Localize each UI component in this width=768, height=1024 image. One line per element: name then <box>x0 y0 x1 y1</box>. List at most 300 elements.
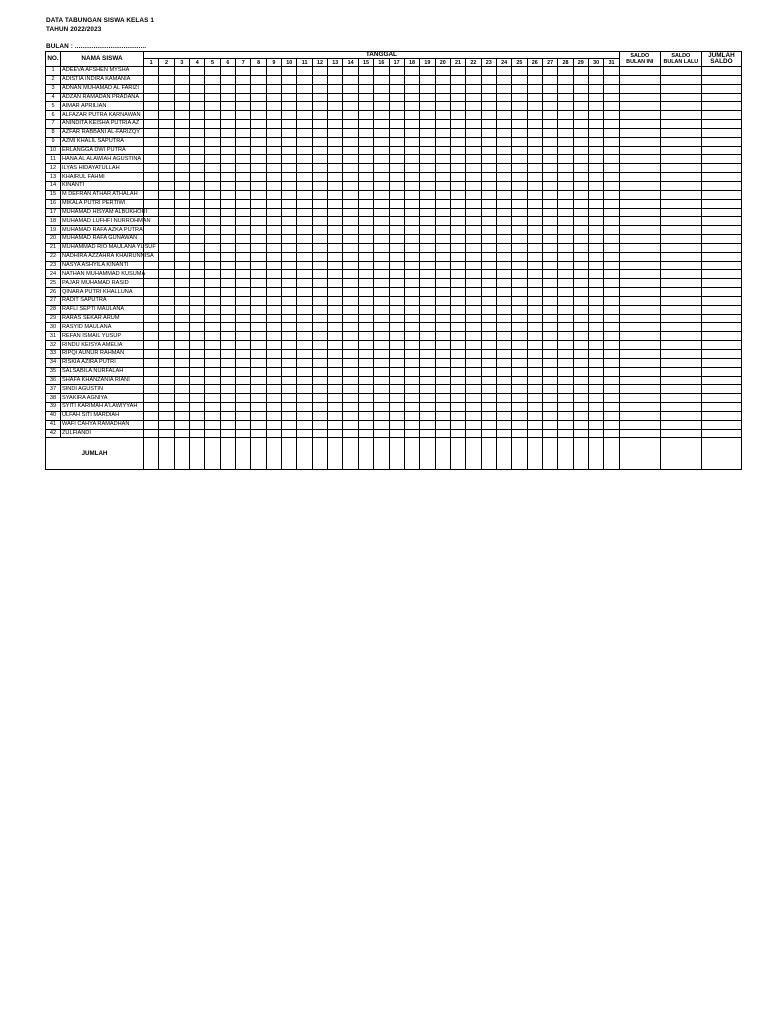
deposit-cell[interactable] <box>466 323 481 332</box>
deposit-cell[interactable] <box>144 190 159 199</box>
deposit-cell[interactable] <box>159 394 174 403</box>
deposit-cell[interactable] <box>588 385 603 394</box>
deposit-cell[interactable] <box>512 199 527 208</box>
deposit-cell[interactable] <box>358 217 373 226</box>
deposit-cell[interactable] <box>266 137 281 146</box>
deposit-cell[interactable] <box>144 226 159 235</box>
deposit-cell[interactable] <box>542 350 557 359</box>
deposit-cell[interactable] <box>404 75 419 84</box>
deposit-cell[interactable] <box>558 199 573 208</box>
deposit-cell[interactable] <box>312 252 327 261</box>
deposit-cell[interactable] <box>190 75 205 84</box>
deposit-cell[interactable] <box>573 226 588 235</box>
deposit-cell[interactable] <box>573 252 588 261</box>
deposit-cell[interactable] <box>266 411 281 420</box>
deposit-cell[interactable] <box>174 93 189 102</box>
deposit-cell[interactable] <box>343 93 358 102</box>
deposit-cell[interactable] <box>573 376 588 385</box>
deposit-cell[interactable] <box>435 181 450 190</box>
deposit-cell[interactable] <box>404 270 419 279</box>
deposit-cell[interactable] <box>220 93 235 102</box>
deposit-cell[interactable] <box>558 261 573 270</box>
deposit-cell[interactable] <box>236 199 251 208</box>
deposit-cell[interactable] <box>435 75 450 84</box>
deposit-cell[interactable] <box>527 111 542 120</box>
deposit-cell[interactable] <box>542 314 557 323</box>
deposit-cell[interactable] <box>496 341 511 350</box>
deposit-cell[interactable] <box>374 403 389 412</box>
deposit-cell[interactable] <box>466 314 481 323</box>
deposit-cell[interactable] <box>328 137 343 146</box>
deposit-cell[interactable] <box>389 411 404 420</box>
deposit-cell[interactable] <box>328 305 343 314</box>
deposit-cell[interactable] <box>220 199 235 208</box>
deposit-cell[interactable] <box>481 226 496 235</box>
deposit-cell[interactable] <box>389 252 404 261</box>
deposit-cell[interactable] <box>450 93 465 102</box>
deposit-cell[interactable] <box>312 226 327 235</box>
deposit-cell[interactable] <box>159 376 174 385</box>
deposit-cell[interactable] <box>328 84 343 93</box>
jumlah-saldo-cell[interactable] <box>701 173 741 182</box>
deposit-cell[interactable] <box>266 261 281 270</box>
deposit-cell[interactable] <box>343 332 358 341</box>
deposit-cell[interactable] <box>328 403 343 412</box>
deposit-cell[interactable] <box>496 314 511 323</box>
deposit-cell[interactable] <box>220 305 235 314</box>
deposit-cell[interactable] <box>328 261 343 270</box>
deposit-cell[interactable] <box>496 403 511 412</box>
deposit-cell[interactable] <box>297 323 312 332</box>
deposit-cell[interactable] <box>542 155 557 164</box>
deposit-cell[interactable] <box>450 111 465 120</box>
deposit-cell[interactable] <box>542 305 557 314</box>
deposit-cell[interactable] <box>527 243 542 252</box>
deposit-cell[interactable] <box>466 367 481 376</box>
deposit-cell[interactable] <box>190 332 205 341</box>
deposit-cell[interactable] <box>435 93 450 102</box>
deposit-cell[interactable] <box>282 190 297 199</box>
deposit-cell[interactable] <box>512 394 527 403</box>
deposit-cell[interactable] <box>512 341 527 350</box>
deposit-cell[interactable] <box>220 102 235 111</box>
deposit-cell[interactable] <box>159 252 174 261</box>
deposit-cell[interactable] <box>312 288 327 297</box>
deposit-cell[interactable] <box>604 394 620 403</box>
deposit-cell[interactable] <box>312 75 327 84</box>
deposit-cell[interactable] <box>558 93 573 102</box>
deposit-cell[interactable] <box>159 84 174 93</box>
deposit-cell[interactable] <box>282 420 297 429</box>
deposit-cell[interactable] <box>558 235 573 244</box>
deposit-cell[interactable] <box>481 411 496 420</box>
deposit-cell[interactable] <box>174 252 189 261</box>
deposit-cell[interactable] <box>282 323 297 332</box>
saldo-bulan-lalu-cell[interactable] <box>660 394 701 403</box>
deposit-cell[interactable] <box>343 208 358 217</box>
deposit-cell[interactable] <box>466 137 481 146</box>
deposit-cell[interactable] <box>174 279 189 288</box>
deposit-cell[interactable] <box>527 376 542 385</box>
deposit-cell[interactable] <box>404 235 419 244</box>
deposit-cell[interactable] <box>328 279 343 288</box>
deposit-cell[interactable] <box>174 403 189 412</box>
deposit-cell[interactable] <box>604 376 620 385</box>
deposit-cell[interactable] <box>312 341 327 350</box>
deposit-cell[interactable] <box>205 367 220 376</box>
deposit-cell[interactable] <box>527 385 542 394</box>
deposit-cell[interactable] <box>343 279 358 288</box>
deposit-cell[interactable] <box>435 350 450 359</box>
jumlah-saldo-cell[interactable] <box>701 279 741 288</box>
deposit-cell[interactable] <box>266 376 281 385</box>
deposit-cell[interactable] <box>604 332 620 341</box>
deposit-cell[interactable] <box>236 403 251 412</box>
deposit-cell[interactable] <box>266 429 281 438</box>
deposit-cell[interactable] <box>374 261 389 270</box>
deposit-cell[interactable] <box>190 146 205 155</box>
deposit-cell[interactable] <box>466 155 481 164</box>
deposit-cell[interactable] <box>190 181 205 190</box>
deposit-cell[interactable] <box>542 75 557 84</box>
total-cell[interactable] <box>701 438 741 470</box>
deposit-cell[interactable] <box>328 235 343 244</box>
deposit-cell[interactable] <box>205 252 220 261</box>
jumlah-saldo-cell[interactable] <box>701 155 741 164</box>
deposit-cell[interactable] <box>512 217 527 226</box>
deposit-cell[interactable] <box>174 367 189 376</box>
deposit-cell[interactable] <box>389 164 404 173</box>
deposit-cell[interactable] <box>343 235 358 244</box>
deposit-cell[interactable] <box>573 120 588 129</box>
saldo-bulan-ini-cell[interactable] <box>619 288 660 297</box>
deposit-cell[interactable] <box>358 350 373 359</box>
deposit-cell[interactable] <box>251 367 266 376</box>
deposit-cell[interactable] <box>205 261 220 270</box>
deposit-cell[interactable] <box>374 75 389 84</box>
deposit-cell[interactable] <box>174 420 189 429</box>
deposit-cell[interactable] <box>297 279 312 288</box>
deposit-cell[interactable] <box>236 235 251 244</box>
jumlah-saldo-cell[interactable] <box>701 217 741 226</box>
total-cell[interactable] <box>389 438 404 470</box>
deposit-cell[interactable] <box>282 181 297 190</box>
deposit-cell[interactable] <box>174 75 189 84</box>
deposit-cell[interactable] <box>159 111 174 120</box>
deposit-cell[interactable] <box>542 164 557 173</box>
deposit-cell[interactable] <box>297 332 312 341</box>
deposit-cell[interactable] <box>558 420 573 429</box>
deposit-cell[interactable] <box>558 332 573 341</box>
deposit-cell[interactable] <box>496 305 511 314</box>
deposit-cell[interactable] <box>144 394 159 403</box>
deposit-cell[interactable] <box>159 120 174 129</box>
deposit-cell[interactable] <box>527 341 542 350</box>
deposit-cell[interactable] <box>358 199 373 208</box>
saldo-bulan-lalu-cell[interactable] <box>660 199 701 208</box>
deposit-cell[interactable] <box>236 341 251 350</box>
deposit-cell[interactable] <box>297 358 312 367</box>
deposit-cell[interactable] <box>174 67 189 76</box>
deposit-cell[interactable] <box>450 243 465 252</box>
deposit-cell[interactable] <box>328 67 343 76</box>
deposit-cell[interactable] <box>588 305 603 314</box>
deposit-cell[interactable] <box>343 394 358 403</box>
deposit-cell[interactable] <box>312 137 327 146</box>
saldo-bulan-ini-cell[interactable] <box>619 323 660 332</box>
deposit-cell[interactable] <box>389 181 404 190</box>
deposit-cell[interactable] <box>282 385 297 394</box>
deposit-cell[interactable] <box>343 429 358 438</box>
saldo-bulan-lalu-cell[interactable] <box>660 279 701 288</box>
deposit-cell[interactable] <box>558 305 573 314</box>
deposit-cell[interactable] <box>266 155 281 164</box>
saldo-bulan-ini-cell[interactable] <box>619 75 660 84</box>
deposit-cell[interactable] <box>558 288 573 297</box>
deposit-cell[interactable] <box>328 394 343 403</box>
deposit-cell[interactable] <box>174 235 189 244</box>
saldo-bulan-lalu-cell[interactable] <box>660 358 701 367</box>
deposit-cell[interactable] <box>604 305 620 314</box>
deposit-cell[interactable] <box>266 305 281 314</box>
deposit-cell[interactable] <box>220 350 235 359</box>
deposit-cell[interactable] <box>358 358 373 367</box>
deposit-cell[interactable] <box>420 305 435 314</box>
saldo-bulan-ini-cell[interactable] <box>619 341 660 350</box>
deposit-cell[interactable] <box>343 217 358 226</box>
deposit-cell[interactable] <box>527 155 542 164</box>
deposit-cell[interactable] <box>190 305 205 314</box>
deposit-cell[interactable] <box>435 190 450 199</box>
total-cell[interactable] <box>328 438 343 470</box>
deposit-cell[interactable] <box>205 226 220 235</box>
deposit-cell[interactable] <box>527 217 542 226</box>
deposit-cell[interactable] <box>604 367 620 376</box>
deposit-cell[interactable] <box>297 350 312 359</box>
deposit-cell[interactable] <box>328 111 343 120</box>
deposit-cell[interactable] <box>358 164 373 173</box>
deposit-cell[interactable] <box>404 376 419 385</box>
deposit-cell[interactable] <box>159 93 174 102</box>
saldo-bulan-ini-cell[interactable] <box>619 173 660 182</box>
deposit-cell[interactable] <box>220 367 235 376</box>
deposit-cell[interactable] <box>573 84 588 93</box>
deposit-cell[interactable] <box>588 367 603 376</box>
deposit-cell[interactable] <box>343 67 358 76</box>
deposit-cell[interactable] <box>466 235 481 244</box>
deposit-cell[interactable] <box>190 385 205 394</box>
deposit-cell[interactable] <box>190 261 205 270</box>
deposit-cell[interactable] <box>588 323 603 332</box>
deposit-cell[interactable] <box>404 358 419 367</box>
deposit-cell[interactable] <box>251 173 266 182</box>
deposit-cell[interactable] <box>435 385 450 394</box>
saldo-bulan-lalu-cell[interactable] <box>660 235 701 244</box>
deposit-cell[interactable] <box>542 243 557 252</box>
deposit-cell[interactable] <box>512 84 527 93</box>
deposit-cell[interactable] <box>251 217 266 226</box>
deposit-cell[interactable] <box>144 279 159 288</box>
deposit-cell[interactable] <box>343 261 358 270</box>
deposit-cell[interactable] <box>512 411 527 420</box>
deposit-cell[interactable] <box>450 128 465 137</box>
deposit-cell[interactable] <box>420 288 435 297</box>
deposit-cell[interactable] <box>174 385 189 394</box>
deposit-cell[interactable] <box>220 75 235 84</box>
deposit-cell[interactable] <box>527 429 542 438</box>
deposit-cell[interactable] <box>435 208 450 217</box>
deposit-cell[interactable] <box>450 181 465 190</box>
deposit-cell[interactable] <box>266 385 281 394</box>
deposit-cell[interactable] <box>205 314 220 323</box>
saldo-bulan-lalu-cell[interactable] <box>660 270 701 279</box>
deposit-cell[interactable] <box>205 394 220 403</box>
saldo-bulan-lalu-cell[interactable] <box>660 341 701 350</box>
deposit-cell[interactable] <box>312 181 327 190</box>
deposit-cell[interactable] <box>435 323 450 332</box>
deposit-cell[interactable] <box>588 341 603 350</box>
saldo-bulan-lalu-cell[interactable] <box>660 93 701 102</box>
jumlah-saldo-cell[interactable] <box>701 128 741 137</box>
deposit-cell[interactable] <box>328 208 343 217</box>
jumlah-saldo-cell[interactable] <box>701 199 741 208</box>
deposit-cell[interactable] <box>343 173 358 182</box>
deposit-cell[interactable] <box>573 270 588 279</box>
deposit-cell[interactable] <box>251 376 266 385</box>
deposit-cell[interactable] <box>573 93 588 102</box>
deposit-cell[interactable] <box>588 137 603 146</box>
deposit-cell[interactable] <box>481 84 496 93</box>
deposit-cell[interactable] <box>496 164 511 173</box>
deposit-cell[interactable] <box>358 420 373 429</box>
deposit-cell[interactable] <box>374 235 389 244</box>
deposit-cell[interactable] <box>282 367 297 376</box>
total-cell[interactable] <box>558 438 573 470</box>
deposit-cell[interactable] <box>573 411 588 420</box>
deposit-cell[interactable] <box>144 376 159 385</box>
deposit-cell[interactable] <box>358 137 373 146</box>
deposit-cell[interactable] <box>282 155 297 164</box>
deposit-cell[interactable] <box>374 111 389 120</box>
deposit-cell[interactable] <box>558 429 573 438</box>
deposit-cell[interactable] <box>404 93 419 102</box>
jumlah-saldo-cell[interactable] <box>701 420 741 429</box>
deposit-cell[interactable] <box>466 270 481 279</box>
deposit-cell[interactable] <box>389 376 404 385</box>
deposit-cell[interactable] <box>174 296 189 305</box>
saldo-bulan-ini-cell[interactable] <box>619 128 660 137</box>
deposit-cell[interactable] <box>266 420 281 429</box>
deposit-cell[interactable] <box>174 190 189 199</box>
deposit-cell[interactable] <box>420 385 435 394</box>
deposit-cell[interactable] <box>328 155 343 164</box>
deposit-cell[interactable] <box>374 270 389 279</box>
deposit-cell[interactable] <box>420 235 435 244</box>
deposit-cell[interactable] <box>251 111 266 120</box>
deposit-cell[interactable] <box>343 84 358 93</box>
deposit-cell[interactable] <box>481 341 496 350</box>
deposit-cell[interactable] <box>466 243 481 252</box>
saldo-bulan-ini-cell[interactable] <box>619 385 660 394</box>
deposit-cell[interactable] <box>297 199 312 208</box>
deposit-cell[interactable] <box>404 102 419 111</box>
deposit-cell[interactable] <box>159 243 174 252</box>
deposit-cell[interactable] <box>251 84 266 93</box>
deposit-cell[interactable] <box>251 270 266 279</box>
deposit-cell[interactable] <box>220 411 235 420</box>
deposit-cell[interactable] <box>527 332 542 341</box>
deposit-cell[interactable] <box>435 102 450 111</box>
deposit-cell[interactable] <box>251 155 266 164</box>
deposit-cell[interactable] <box>604 173 620 182</box>
jumlah-saldo-cell[interactable] <box>701 367 741 376</box>
deposit-cell[interactable] <box>558 367 573 376</box>
deposit-cell[interactable] <box>205 190 220 199</box>
deposit-cell[interactable] <box>573 350 588 359</box>
deposit-cell[interactable] <box>282 235 297 244</box>
deposit-cell[interactable] <box>220 84 235 93</box>
deposit-cell[interactable] <box>358 332 373 341</box>
saldo-bulan-ini-cell[interactable] <box>619 429 660 438</box>
deposit-cell[interactable] <box>358 84 373 93</box>
deposit-cell[interactable] <box>496 323 511 332</box>
deposit-cell[interactable] <box>282 403 297 412</box>
deposit-cell[interactable] <box>236 164 251 173</box>
deposit-cell[interactable] <box>389 314 404 323</box>
deposit-cell[interactable] <box>542 67 557 76</box>
deposit-cell[interactable] <box>404 350 419 359</box>
deposit-cell[interactable] <box>159 190 174 199</box>
deposit-cell[interactable] <box>236 394 251 403</box>
deposit-cell[interactable] <box>251 429 266 438</box>
deposit-cell[interactable] <box>251 420 266 429</box>
deposit-cell[interactable] <box>266 93 281 102</box>
deposit-cell[interactable] <box>374 155 389 164</box>
deposit-cell[interactable] <box>558 385 573 394</box>
deposit-cell[interactable] <box>604 128 620 137</box>
deposit-cell[interactable] <box>496 288 511 297</box>
deposit-cell[interactable] <box>297 403 312 412</box>
deposit-cell[interactable] <box>266 332 281 341</box>
deposit-cell[interactable] <box>604 190 620 199</box>
deposit-cell[interactable] <box>604 199 620 208</box>
deposit-cell[interactable] <box>282 111 297 120</box>
saldo-bulan-ini-cell[interactable] <box>619 270 660 279</box>
deposit-cell[interactable] <box>343 376 358 385</box>
deposit-cell[interactable] <box>588 84 603 93</box>
jumlah-saldo-cell[interactable] <box>701 403 741 412</box>
deposit-cell[interactable] <box>205 75 220 84</box>
deposit-cell[interactable] <box>527 411 542 420</box>
deposit-cell[interactable] <box>389 385 404 394</box>
deposit-cell[interactable] <box>297 394 312 403</box>
deposit-cell[interactable] <box>450 296 465 305</box>
deposit-cell[interactable] <box>527 102 542 111</box>
deposit-cell[interactable] <box>404 420 419 429</box>
deposit-cell[interactable] <box>496 420 511 429</box>
deposit-cell[interactable] <box>343 146 358 155</box>
total-cell[interactable] <box>312 438 327 470</box>
deposit-cell[interactable] <box>450 358 465 367</box>
deposit-cell[interactable] <box>251 252 266 261</box>
total-cell[interactable] <box>420 438 435 470</box>
saldo-bulan-ini-cell[interactable] <box>619 252 660 261</box>
deposit-cell[interactable] <box>496 411 511 420</box>
saldo-bulan-ini-cell[interactable] <box>619 164 660 173</box>
deposit-cell[interactable] <box>404 261 419 270</box>
deposit-cell[interactable] <box>542 270 557 279</box>
deposit-cell[interactable] <box>159 226 174 235</box>
